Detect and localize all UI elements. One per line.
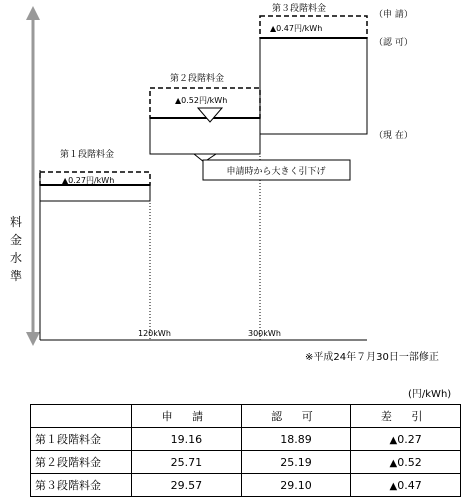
callout-pointer-head bbox=[198, 108, 222, 122]
cell-applied: 29.57 bbox=[132, 474, 242, 497]
table-row bbox=[31, 428, 461, 451]
header-applied: 申 請 bbox=[132, 405, 242, 428]
decrease-triangle-icon: ▲ bbox=[389, 480, 398, 492]
tier-1 bbox=[40, 148, 150, 201]
y-axis-label bbox=[10, 214, 22, 283]
callout-text: 申請時から大きく引下げ bbox=[226, 167, 326, 177]
x-tick-300: 300kWh bbox=[248, 329, 281, 338]
table-row bbox=[31, 474, 461, 497]
tier-1-label: 第１段階料金 bbox=[60, 150, 115, 160]
revision-note: ※平成24年７月30日一部修正 bbox=[305, 352, 439, 363]
rate-table bbox=[30, 404, 461, 497]
table-header-row bbox=[31, 405, 461, 428]
y-axis-arrow-head-top bbox=[26, 6, 40, 20]
x-tick-120: 120kWh bbox=[138, 329, 171, 338]
row-label: 第２段階料金 bbox=[31, 451, 132, 474]
tier-2-label: 第２段階料金 bbox=[170, 74, 225, 84]
table-unit: (円/kWh) bbox=[408, 389, 452, 400]
cell-diff: ▲0.52 bbox=[351, 451, 461, 474]
tier-3-diff: ▲0.47円/kWh bbox=[270, 24, 323, 33]
legend-current: （現 在） bbox=[374, 131, 413, 141]
svg-text:準: 準 bbox=[9, 269, 23, 283]
svg-text:金: 金 bbox=[9, 233, 23, 247]
decrease-triangle-icon: ▲ bbox=[389, 434, 398, 446]
row-label: 第１段階料金 bbox=[31, 428, 132, 451]
y-axis-arrow-head-bottom bbox=[26, 332, 40, 346]
cell-approved: 25.19 bbox=[241, 451, 351, 474]
tier-3-label: 第３段階料金 bbox=[272, 4, 327, 14]
row-label: 第３段階料金 bbox=[31, 474, 132, 497]
tier-2-diff: ▲0.52円/kWh bbox=[175, 96, 228, 105]
svg-text:料: 料 bbox=[9, 215, 23, 229]
cell-diff: ▲0.27 bbox=[351, 428, 461, 451]
cell-applied: 19.16 bbox=[132, 428, 242, 451]
tier-1-diff: ▲0.27円/kWh bbox=[62, 176, 115, 185]
cell-diff: ▲0.47 bbox=[351, 474, 461, 497]
header-empty bbox=[31, 405, 132, 428]
header-approved: 認 可 bbox=[241, 405, 351, 428]
tier-3 bbox=[260, 2, 367, 134]
decrease-triangle-icon: ▲ bbox=[389, 457, 398, 469]
tier-1-current-box bbox=[40, 185, 150, 201]
cell-applied: 25.71 bbox=[132, 451, 242, 474]
cell-approved: 18.89 bbox=[241, 428, 351, 451]
legend-approved: （認 可） bbox=[374, 38, 413, 48]
legend-applied: （申 請） bbox=[374, 10, 413, 20]
tier-2-current-box bbox=[150, 118, 260, 154]
cell-approved: 29.10 bbox=[241, 474, 351, 497]
svg-text:水: 水 bbox=[9, 251, 23, 265]
header-diff: 差 引 bbox=[351, 405, 461, 428]
tier-3-current-box bbox=[260, 38, 367, 134]
table-row bbox=[31, 451, 461, 474]
